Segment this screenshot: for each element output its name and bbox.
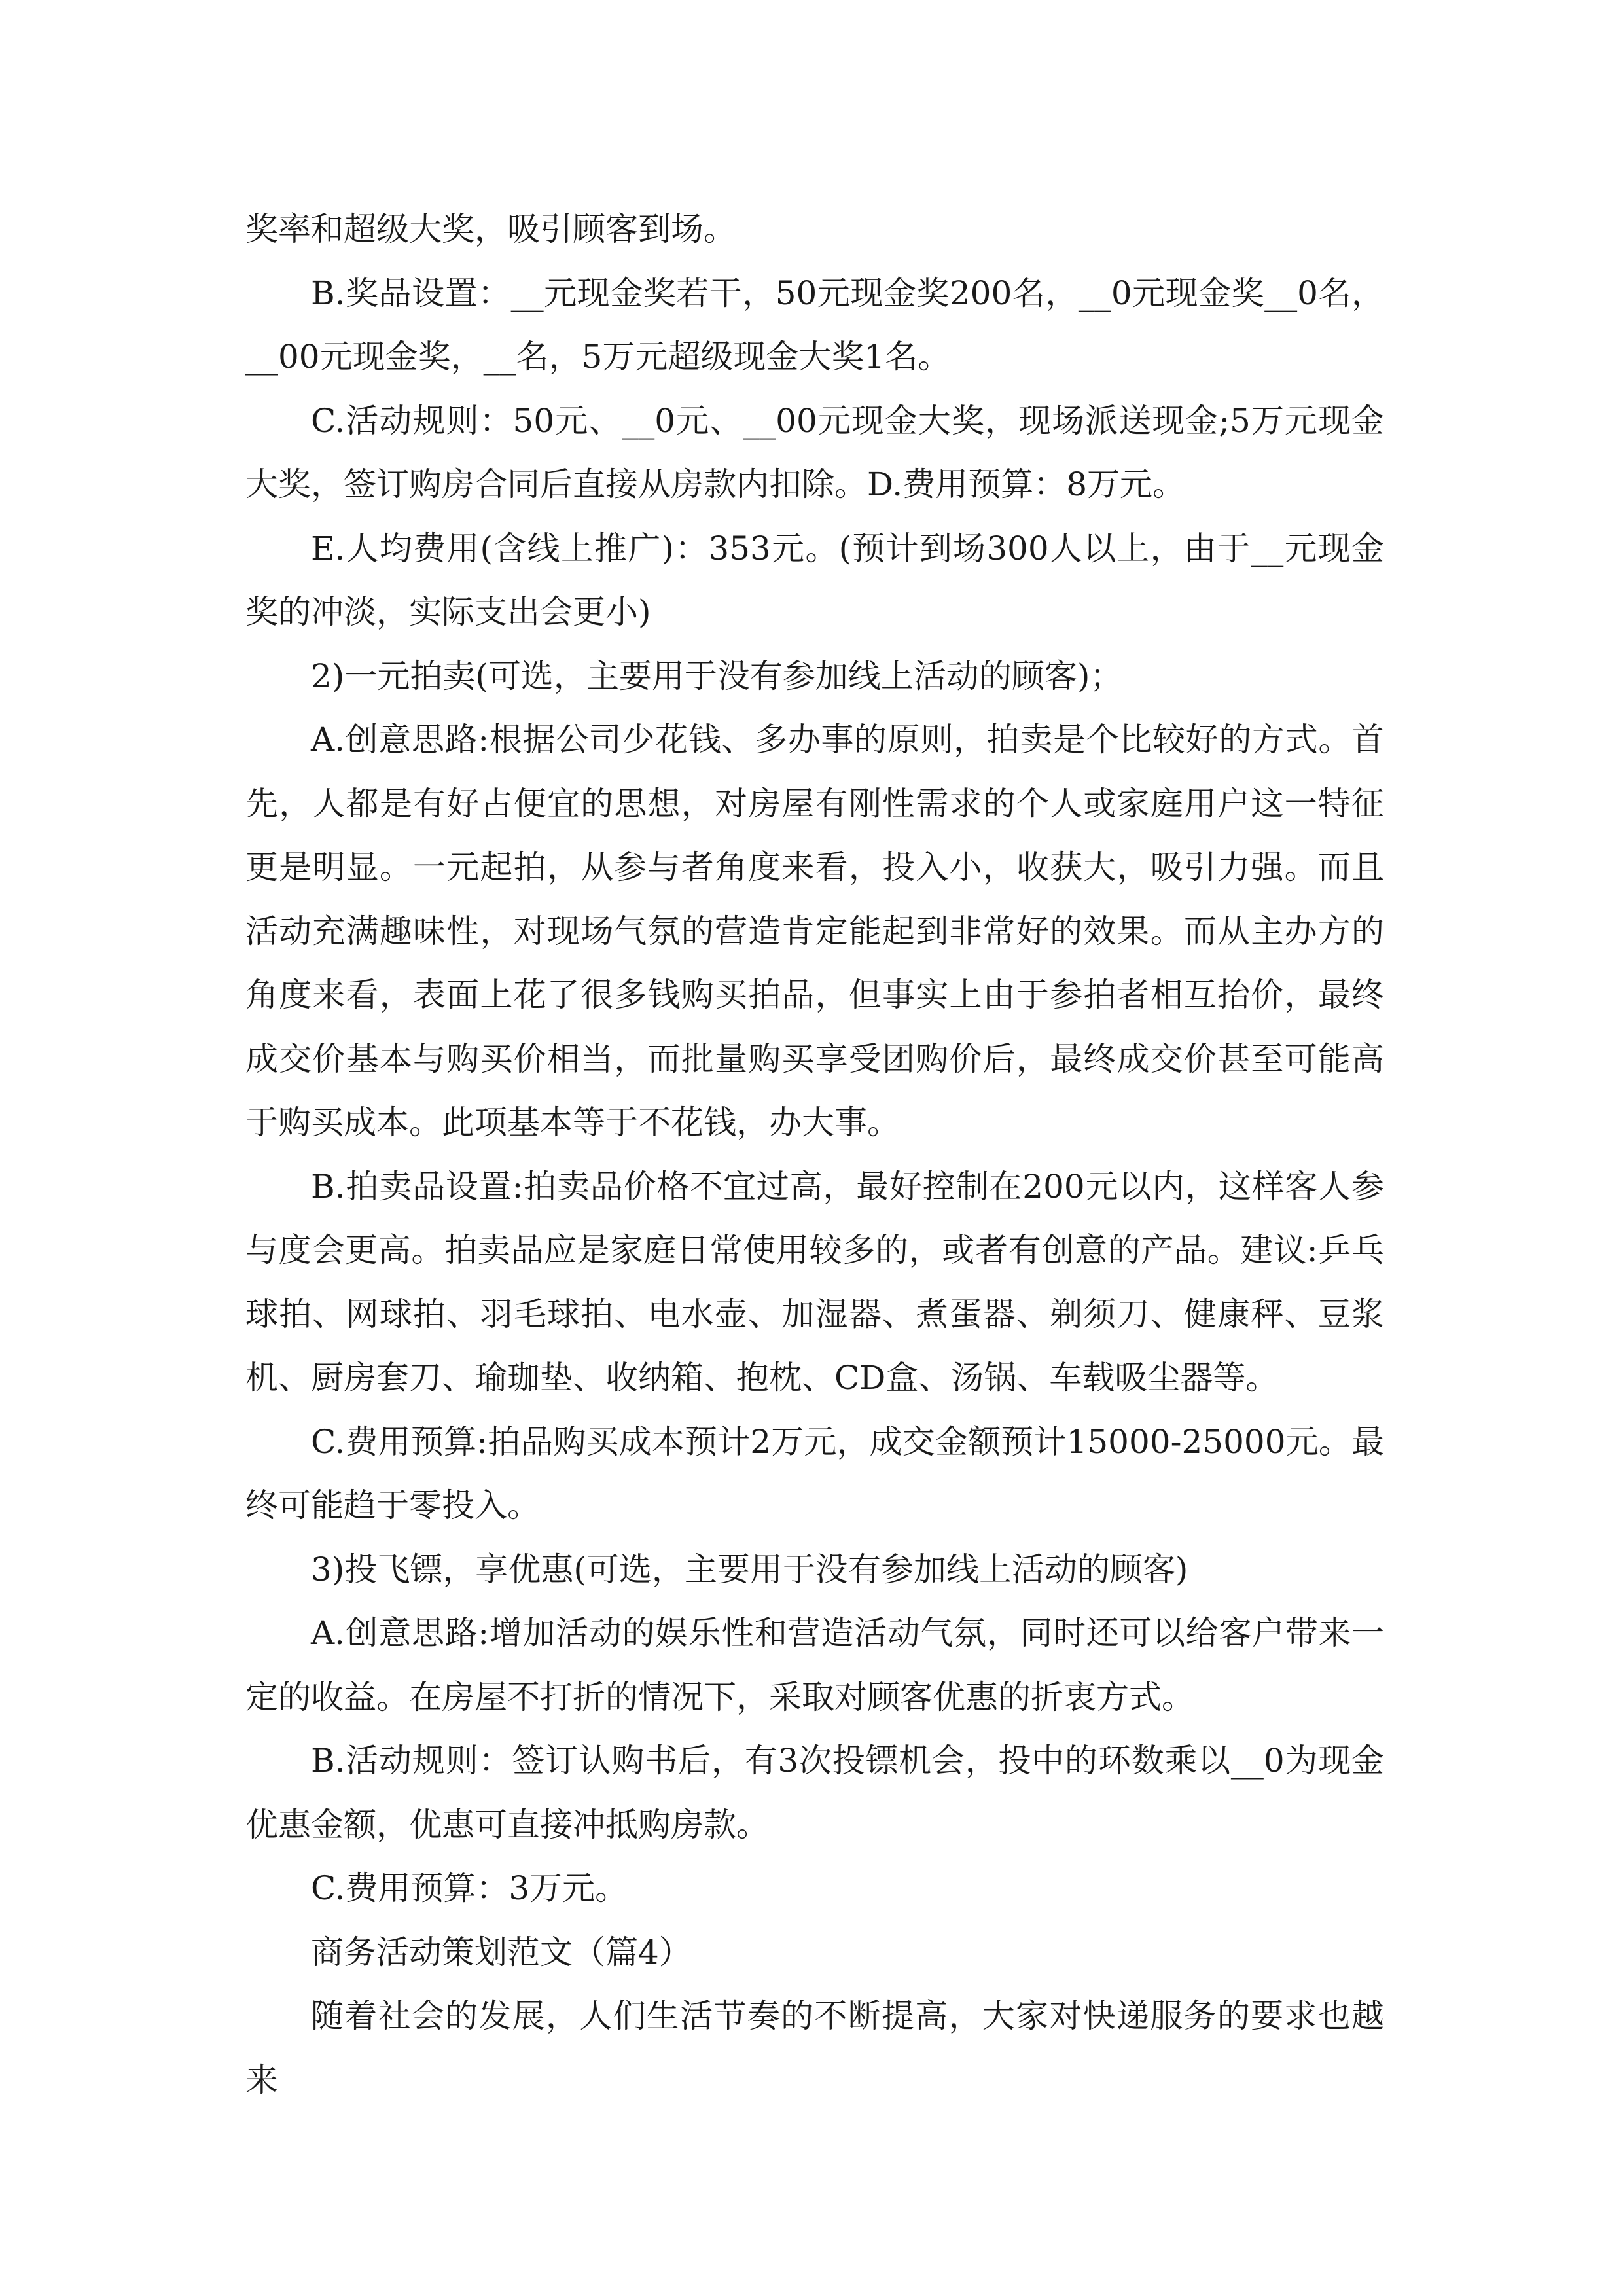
paragraph-darts-budget: C.费用预算：3万元。 bbox=[311, 1869, 628, 1907]
paragraph-auction-idea: A.创意思路:根据公司少花钱、多办事的原则，拍卖是个比较好的方式。首先，人都是有好占便宜的思想，对房屋有刚性需求的个人或家庭用户这一特征更是明显。一元起拍，从参与者角度来看，投入小，收获大，吸引力强。而且活动充满趣味性，对现场气氛的营造肯定能起到非常好的效果。而从主办方的角度来看，表面上花了很多钱购买拍品，但事实上由于参拍者相互抬价，最终成交价基本与购买价相当，而批量购买享受团购价后，最终成交价甚至可能高于购买成本。此项基本等于不花钱，办大事。 bbox=[245, 721, 1384, 1141]
document-body bbox=[245, 198, 1384, 2112]
paragraph-auction-budget: C.费用预算:拍品购买成本预计2万元，成交金额预计15000-25000元。最终可能趋于零投入。 bbox=[245, 1422, 1384, 1524]
paragraph-per-capita-cost: E.人均费用(含线上推广)：353元。(预计到场300人以上，由于__元现金奖的冲淡，实际支出会更小) bbox=[245, 529, 1384, 631]
section-heading-auction: 2)一元拍卖(可选，主要用于没有参加线上活动的顾客)； bbox=[311, 656, 1123, 695]
paragraph-continuation: 奖率和超级大奖，吸引顾客到场。 bbox=[245, 210, 736, 248]
paragraph-darts-idea: A.创意思路:增加活动的娱乐性和营造活动气氛，同时还可以给客户带来一定的收益。在房屋不打折的情况下，采取对顾客优惠的折衷方式。 bbox=[245, 1614, 1384, 1716]
article-title: 商务活动策划范文（篇4） bbox=[311, 1933, 692, 1971]
paragraph-auction-items: B.拍卖品设置:拍卖品价格不宜过高，最好控制在200元以内，这样客人参与度会更高。拍卖品应是家庭日常使用较多的，或者有创意的产品。建议:乒乓球拍、网球拍、羽毛球拍、电水壶、加湿器、煮蛋器、剃须刀、健康秤、豆浆机、厨房套刀、瑜珈垫、收纳箱、抱枕、CD盒、汤锅、车载吸尘器等。 bbox=[245, 1167, 1384, 1397]
section-heading-darts: 3)投飞镖，享优惠(可选，主要用于没有参加线上活动的顾客) bbox=[311, 1550, 1188, 1588]
paragraph-activity-rules: C.活动规则：50元、__0元、__00元现金大奖，现场派送现金;5万元现金大奖，签订购房合同后直接从房款内扣除。D.费用预算：8万元。 bbox=[245, 401, 1384, 503]
paragraph-darts-rules: B.活动规则：签订认购书后，有3次投镖机会，投中的环数乘以__0为现金优惠金额，优惠可直接冲抵购房款。 bbox=[245, 1742, 1384, 1844]
paragraph-article-intro: 随着社会的发展，人们生活节奏的不断提高，大家对快递服务的要求也越来 bbox=[245, 1997, 1384, 2099]
paragraph-prize-setting: B.奖品设置：__元现金奖若干，50元现金奖200名，__0元现金奖__0名，__00元现金奖，__名，5万元超级现金大奖1名。 bbox=[245, 274, 1384, 376]
